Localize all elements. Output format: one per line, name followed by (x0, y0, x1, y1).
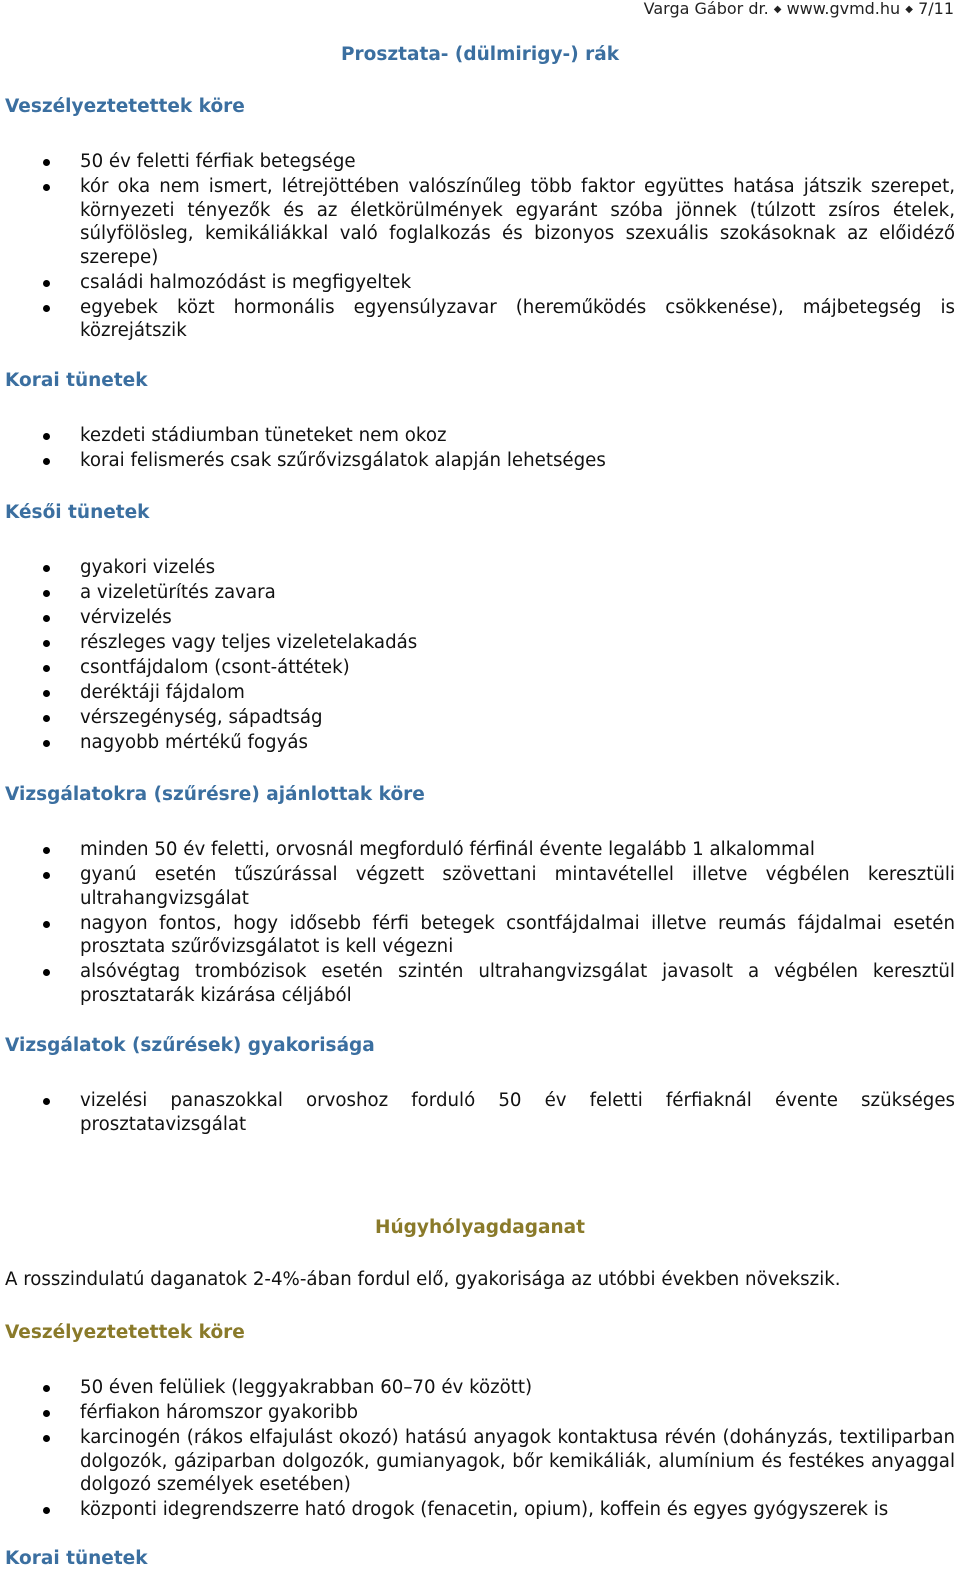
heading-late-symptoms: Késői tünetek (5, 502, 150, 523)
heading-risk-group: Veszélyeztetettek köre (5, 1322, 245, 1343)
list-item: vérszegénység, sápadtság (0, 706, 955, 730)
heading-screening-group: Vizsgálatokra (szűrésre) ajánlottak köre (5, 784, 425, 805)
list-item: férfiakon háromszor gyakoribb (0, 1401, 955, 1425)
heading-early-symptoms: Korai tünetek (5, 1548, 148, 1569)
heading-risk-group: Veszélyeztetettek köre (5, 96, 245, 117)
late-symptoms-list (0, 556, 955, 756)
list-item: a vizeletürítés zavara (0, 581, 955, 605)
heading-screening-frequency: Vizsgálatok (szűrések) gyakorisága (5, 1035, 375, 1056)
heading-early-symptoms: Korai tünetek (5, 370, 148, 391)
screening-list (0, 838, 955, 1009)
list-item: kór oka nem ismert, létrejöttében valószínűleg több faktor együttes hatása játszik szerepet, környezeti tényezők és az életkörülmények egyaránt szóba jönnek (túlzott zsíros ételek, súlyfölösleg, kemikáliákkal való foglalkozás és bizonyos szexuális szokásoknak az előidéző szerepe) (0, 175, 955, 269)
risk-list (0, 150, 955, 344)
list-item: kezdeti stádiumban tüneteket nem okoz (0, 424, 955, 448)
header-page-number: 7/11 (918, 0, 954, 18)
intro-paragraph: A rosszindulatú daganatok 2-4%-ában fordul elő, gyakorisága az utóbbi években növekszik. (5, 1269, 841, 1290)
header-site: www.gvmd.hu (786, 0, 901, 18)
list-item: korai felismerés csak szűrővizsgálatok alapján lehetséges (0, 449, 955, 473)
list-item: minden 50 év feletti, orvosnál megforduló férfinál évente legalább 1 alkalommal (0, 838, 955, 862)
list-item: gyakori vizelés (0, 556, 955, 580)
header-author: Varga Gábor dr. (643, 0, 769, 18)
list-item: csontfájdalom (csont-áttétek) (0, 656, 955, 680)
list-item: 50 év feletti férfiak betegsége (0, 150, 955, 174)
list-item: gyanú esetén tűszúrással végzett szövettani mintavétellel illetve végbélen keresztüli ultrahangvizsgálat (0, 863, 955, 910)
diamond-separator-icon: ◆ (905, 4, 913, 15)
section-title-bladder: Húgyhólyagdaganat (375, 1217, 585, 1238)
frequency-list (0, 1089, 955, 1138)
page-header (644, 0, 954, 19)
list-item: részleges vagy teljes vizeletelakadás (0, 631, 955, 655)
list-item: nagyobb mértékű fogyás (0, 731, 955, 755)
section-title-prostate: Prosztata- (dülmirigy-) rák (340, 44, 620, 65)
list-item: 50 éven felüliek (leggyakrabban 60–70 év között) (0, 1376, 955, 1400)
list-item: alsóvégtag trombózisok esetén szintén ultrahangvizsgálat javasolt a végbélen keresztül prosztatarák kizárása céljából (0, 960, 955, 1007)
list-item: egyebek közt hormonális egyensúlyzavar (hereműködés csökkenése), májbetegség is közrejátszik (0, 296, 955, 343)
bladder-risk-list (0, 1376, 955, 1523)
list-item: vérvizelés (0, 606, 955, 630)
list-item: deréktáji fájdalom (0, 681, 955, 705)
diamond-separator-icon: ◆ (773, 4, 782, 15)
list-item: nagyon fontos, hogy idősebb férfi betegek csontfájdalmai illetve reumás fájdalmai esetén prosztata szűrővizsgálatot is kell végezni (0, 912, 955, 959)
list-item: vizelési panaszokkal orvoshoz forduló 50 év feletti férfiaknál évente szükséges prosztatavizsgálat (0, 1089, 955, 1136)
list-item: karcinogén (rákos elfajulást okozó) hatású anyagok kontaktusa révén (dohányzás, textiliparban dolgozók, gáziparban dolgozók, gumianyagok, bőr kemikáliák, alumínium és festékes anyaggal dolgozó személyek esetében) (0, 1426, 955, 1497)
list-item: családi halmozódást is megfigyeltek (0, 271, 955, 295)
list-item: központi idegrendszerre ható drogok (fenacetin, opium), koffein és egyes gyógyszerek is (0, 1498, 955, 1522)
early-symptoms-list (0, 424, 955, 474)
